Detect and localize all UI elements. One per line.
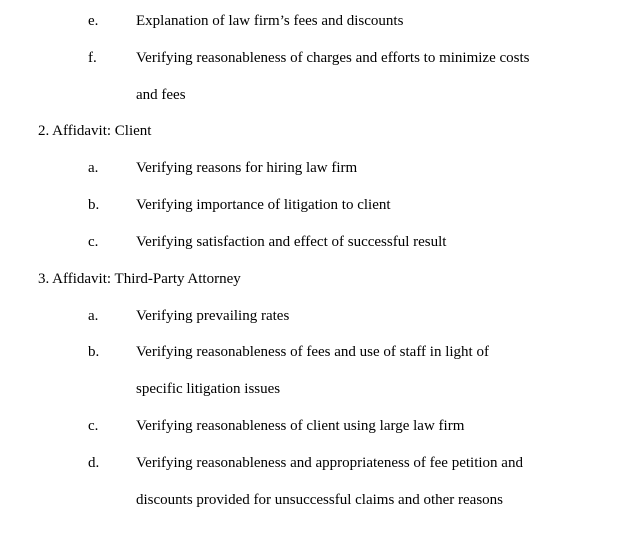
- item-text: Verifying prevailing rates: [136, 308, 290, 324]
- item-text: Verifying reasonableness of fees and use of staff in light of: [136, 344, 489, 360]
- item-text-continued: and fees: [136, 87, 186, 103]
- item-text: Verifying importance of litigation to client: [136, 197, 391, 213]
- item-text: Explanation of law firm’s fees and discounts: [136, 13, 404, 29]
- item-text: Verifying reasonableness of client using large law firm: [136, 418, 465, 434]
- heading-text: 2. Affidavit: Client: [38, 123, 152, 139]
- item-marker: b.: [88, 197, 100, 213]
- item-marker: c.: [88, 418, 99, 434]
- item-marker: a.: [88, 308, 99, 324]
- item-text-continued: discounts provided for unsuccessful claims and other reasons: [136, 492, 503, 508]
- item-marker: f.: [88, 50, 97, 66]
- item-text-continued: specific litigation issues: [136, 381, 281, 397]
- item-marker: b.: [88, 344, 100, 360]
- item-marker: e.: [88, 13, 99, 29]
- item-marker: c.: [88, 234, 99, 250]
- heading-text: 3. Affidavit: Third-Party Attorney: [38, 271, 241, 287]
- item-text: Verifying satisfaction and effect of successful result: [136, 234, 447, 250]
- item-text: Verifying reasons for hiring law firm: [136, 160, 358, 176]
- item-text: Verifying reasonableness of charges and efforts to minimize costs: [136, 50, 530, 66]
- item-marker: d.: [88, 455, 100, 471]
- item-marker: a.: [88, 160, 99, 176]
- item-text: Verifying reasonableness and appropriateness of fee petition and: [136, 455, 523, 471]
